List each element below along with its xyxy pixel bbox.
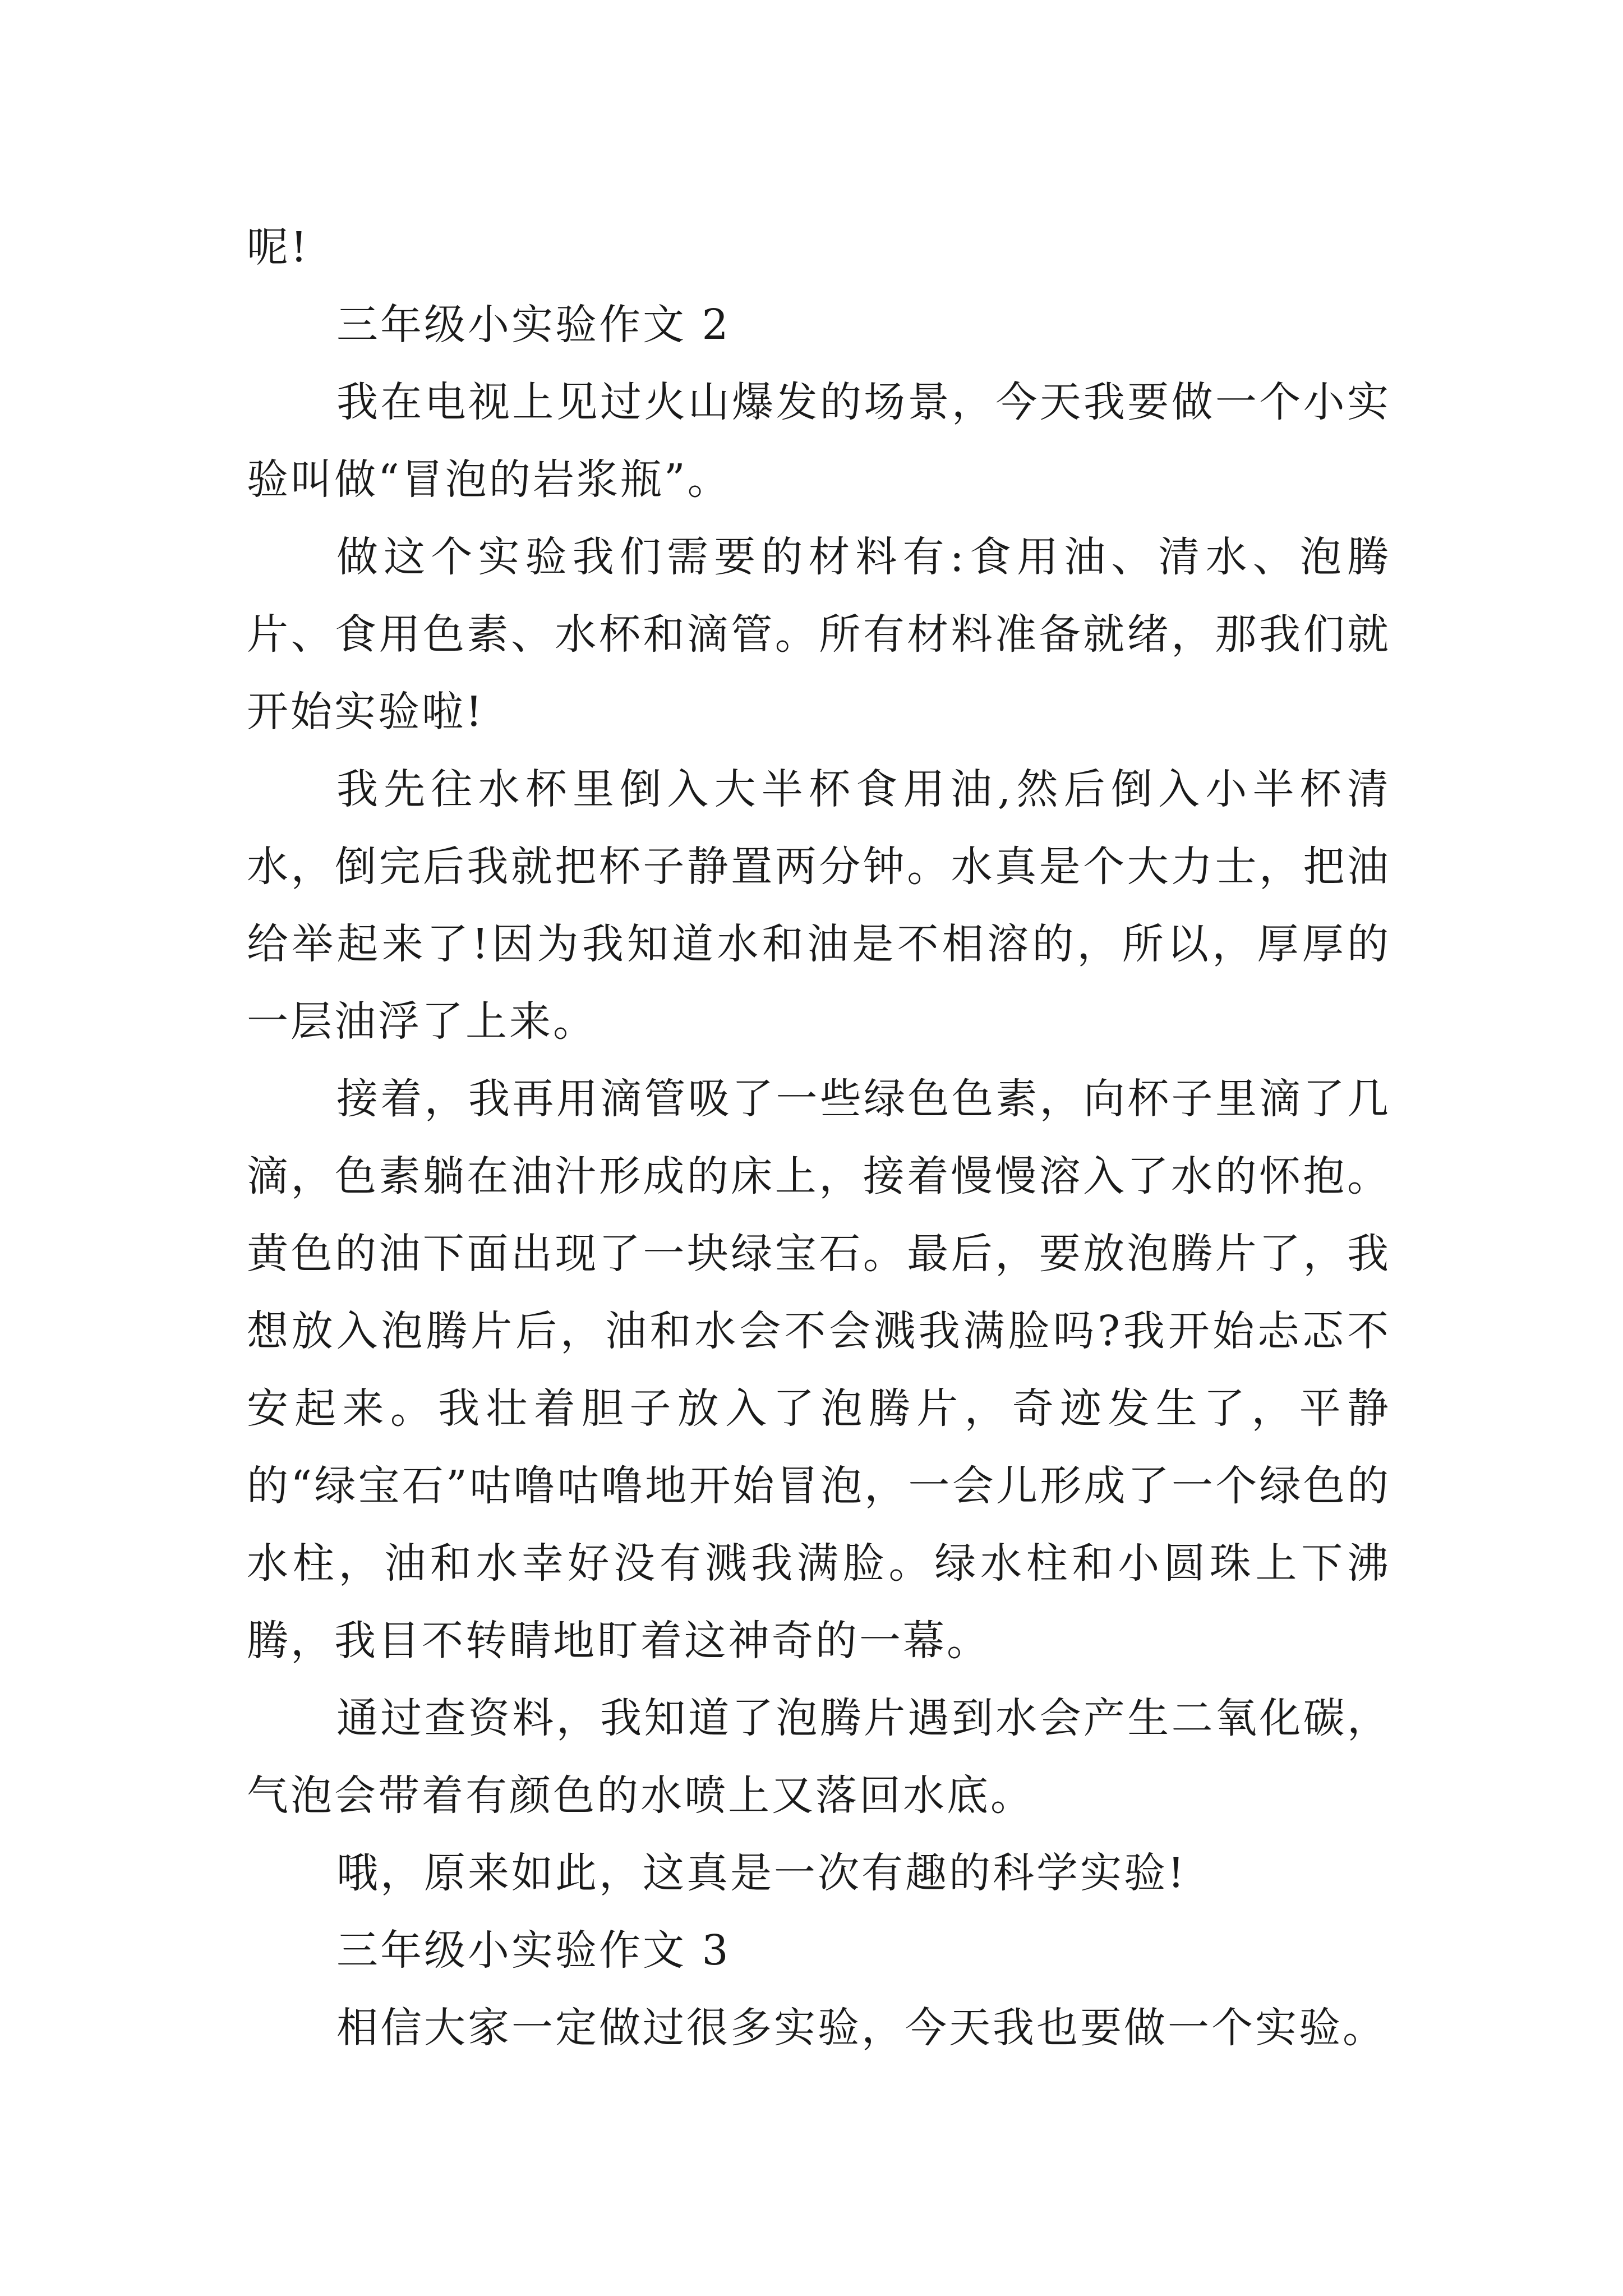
paragraph: 哦，原来如此，这真是一次有趣的科学实验! [336,1849,1187,1897]
paragraph: 做这个实验我们需要的材料有:食用油、清水、泡腾片、食用色素、水杯和滴管。所有材料准备就绪，那我们就开始实验啦! [247,533,1391,736]
paragraph: 我先往水杯里倒入大半杯食用油,然后倒入小半杯清水，倒完后我就把杯子静置两分钟。水真是个大力士，把油给举起来了!因为我知道水和油是不相溶的，所以，厚厚的一层油浮了上来。 [247,765,1391,1046]
paragraph: 我在电视上见过火山爆发的场景，今天我要做一个小实验叫做“冒泡的岩浆瓶”。 [247,378,1391,504]
paragraph-continuation: 呢! [247,223,310,272]
paragraph: 接着，我再用滴管吸了一些绿色色素，向杯子里滴了几滴，色素躺在油汁形成的床上，接着慢慢溶入了水的怀抱。黄色的油下面出现了一块绿宝石。最后，要放泡腾片了，我想放入泡腾片后，油和水会不会溅我满脸吗?我开始忐忑不安起来。我壮着胆子放入了泡腾片，奇迹发生了，平静的“绿宝石”咕噜咕噜地开始冒泡，一会儿形成了一个绿色的水柱，油和水幸好没有溅我满脸。绿水柱和小圆珠上下沸腾，我目不转睛地盯着这神奇的一幕。 [247,1075,1391,1665]
essay-heading-2: 三年级小实验作文 2 [336,301,731,349]
paragraph: 通过查资料，我知道了泡腾片遇到水会产生二氧化碳，气泡会带着有颜色的水喷上又落回水底。 [247,1694,1391,1820]
document-body [247,209,1391,2067]
essay-heading-3: 三年级小实验作文 3 [336,1926,731,1975]
paragraph: 相信大家一定做过很多实验，今天我也要做一个实验。 [336,2004,1386,2052]
